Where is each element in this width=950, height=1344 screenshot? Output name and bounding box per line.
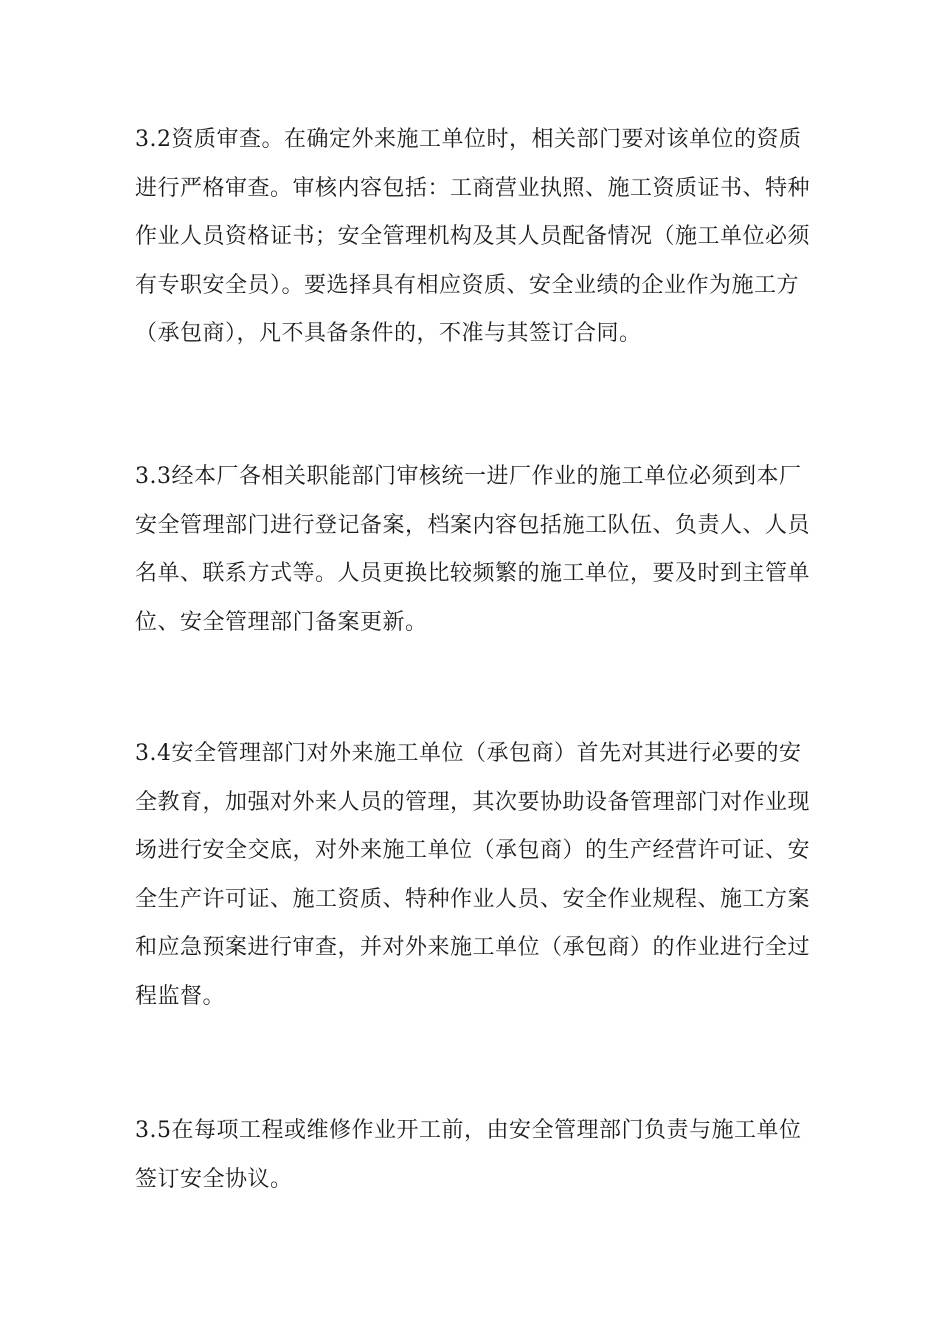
- paragraph-line: 全生产许可证、施工资质、特种作业人员、安全作业规程、施工方案: [135, 886, 811, 912]
- paragraph-line: 3.2资质审查。在确定外来施工单位时，相关部门要对该单位的资质: [135, 127, 802, 152]
- paragraph-line: 和应急预案进行审查，并对外来施工单位（承包商）的作业进行全过: [135, 935, 811, 960]
- paragraph-line: 程监督。: [135, 983, 226, 1009]
- paragraph-line: 3.4安全管理部门对外来施工单位（承包商）首先对其进行必要的安: [135, 741, 802, 766]
- paragraph-line: 有专职安全员）。要选择具有相应资质、安全业绩的企业作为施工方: [135, 272, 800, 298]
- paragraph-line: （承包商），凡不具备条件的，不准与其签订合同。: [135, 321, 642, 346]
- paragraph-3-3: [135, 453, 815, 647]
- paragraph-line: 名单、联系方式等。人员更换比较频繁的施工单位，要及时到主管单: [135, 561, 811, 586]
- paragraph-3-4: [135, 730, 815, 1021]
- paragraph-line: 3.5在每项工程或维修作业开工前，由安全管理部门负责与施工单位: [135, 1118, 802, 1143]
- paragraph-3-5: [135, 1107, 815, 1204]
- paragraph-line: 进行严格审查。审核内容包括：工商营业执照、施工资质证书、特种: [135, 175, 811, 201]
- paragraph-line: 安全管理部门进行登记备案，档案内容包括施工队伍、负责人、人员: [135, 512, 811, 538]
- paragraph-3-2: [135, 116, 815, 359]
- paragraph-line: 作业人员资格证书；安全管理机构及其人员配备情况（施工单位必须: [135, 224, 811, 249]
- paragraph-line: 场进行安全交底，对外来施工单位（承包商）的生产经营许可证、安: [135, 838, 811, 863]
- paragraph-line: 3.3经本厂各相关职能部门审核统一进厂作业的施工单位必须到本厂: [135, 464, 802, 489]
- paragraph-line: 全教育，加强对外来人员的管理，其次要协助设备管理部门对作业现: [135, 789, 811, 815]
- paragraph-line: 签订安全协议。: [135, 1166, 293, 1192]
- paragraph-line: 位、安全管理部门备案更新。: [135, 609, 428, 635]
